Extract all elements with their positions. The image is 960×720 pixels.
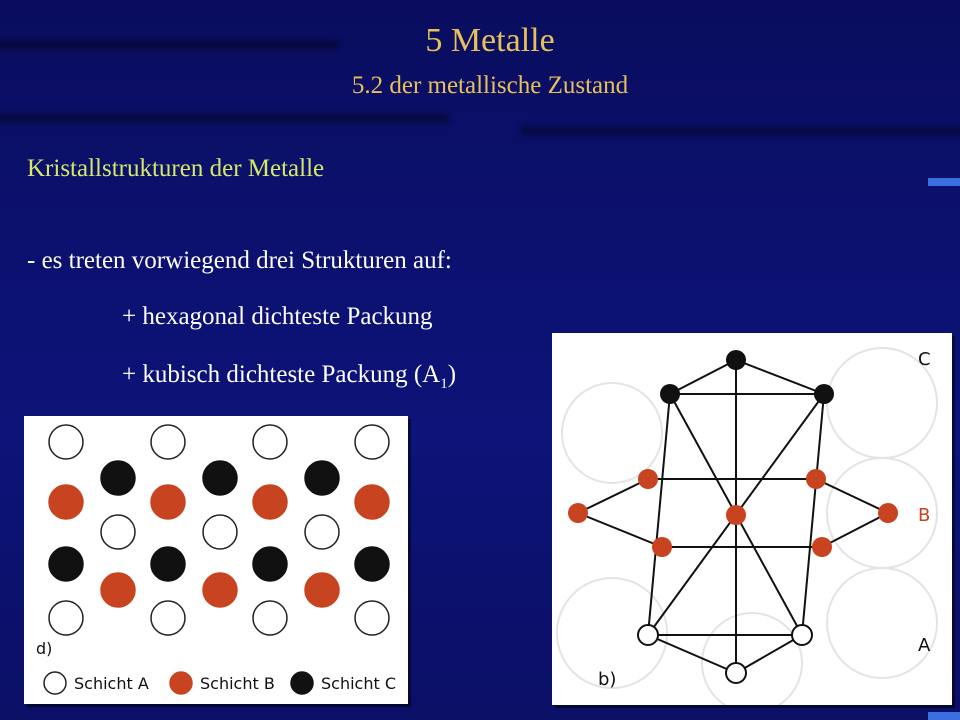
packing-geometry-diagram	[552, 333, 952, 705]
figure-packing-geometry	[552, 333, 952, 705]
layer-b-label: B	[918, 505, 931, 526]
sphere-layer-b	[355, 485, 389, 519]
sphere-layer-a	[355, 425, 389, 459]
sphere-layer-c	[253, 547, 287, 581]
bullet-kubisch-subscript: 1	[440, 376, 448, 392]
sphere-layer-b	[305, 573, 339, 607]
sphere-layer-a	[151, 425, 185, 459]
sphere-layer-c	[101, 461, 135, 495]
slide-title: 5 Metalle	[425, 22, 555, 59]
sphere-layer-b	[151, 485, 185, 519]
sphere-layer-a	[49, 601, 83, 635]
slide-subtitle: 5.2 der metallische Zustand	[351, 72, 629, 99]
sphere-layer-c	[151, 547, 185, 581]
sphere-layer-a	[203, 515, 237, 549]
layer-a-label: A	[918, 635, 931, 656]
legend-label-b: Schicht B	[200, 674, 275, 693]
sphere-layer-b	[203, 573, 237, 607]
bullet-kubisch-close: )	[447, 361, 457, 388]
layer-sequence-diagram	[24, 416, 408, 704]
background-streak	[520, 126, 960, 136]
bullet-hexagonal: + hexagonal dichteste Packung	[122, 303, 433, 330]
sphere-layer-b	[49, 485, 83, 519]
sphere-layer-c	[49, 547, 83, 581]
sphere-layer-a	[253, 425, 287, 459]
figure-d-label: d)	[36, 639, 53, 658]
sphere-layer-c	[355, 547, 389, 581]
background-streak	[0, 113, 450, 123]
bullet-kubisch-text: + kubisch dichteste Packung (A	[122, 361, 441, 388]
figure-layer-sequence	[24, 416, 408, 704]
intro-line: - es treten vorwiegend drei Strukturen auf:	[27, 247, 452, 274]
sphere-layer-a	[49, 425, 83, 459]
sphere-layer-a	[101, 515, 135, 549]
accent-bar	[928, 712, 960, 720]
layer-a-atoms	[638, 625, 812, 683]
accent-bar	[928, 178, 960, 186]
sphere-layer-b	[101, 573, 135, 607]
sphere-layer-a	[151, 601, 185, 635]
figure-b-label: b)	[598, 669, 617, 690]
sphere-layer-c	[305, 461, 339, 495]
layer-c-label: C	[918, 349, 931, 370]
sphere-layer-a	[305, 515, 339, 549]
section-heading: Kristallstrukturen der Metalle	[27, 155, 325, 182]
sphere-layer-a	[355, 601, 389, 635]
sphere-layer-b	[253, 485, 287, 519]
legend-swatch-a	[44, 672, 66, 694]
bullet-kubisch	[122, 361, 456, 393]
legend-swatch-b	[170, 672, 192, 694]
sphere-layer-c	[203, 461, 237, 495]
sphere-layer-a	[253, 601, 287, 635]
legend-label-a: Schicht A	[74, 674, 149, 693]
layer-c-atoms	[660, 350, 834, 404]
legend-label-c: Schicht C	[321, 674, 397, 693]
legend-swatch-c	[291, 672, 313, 694]
